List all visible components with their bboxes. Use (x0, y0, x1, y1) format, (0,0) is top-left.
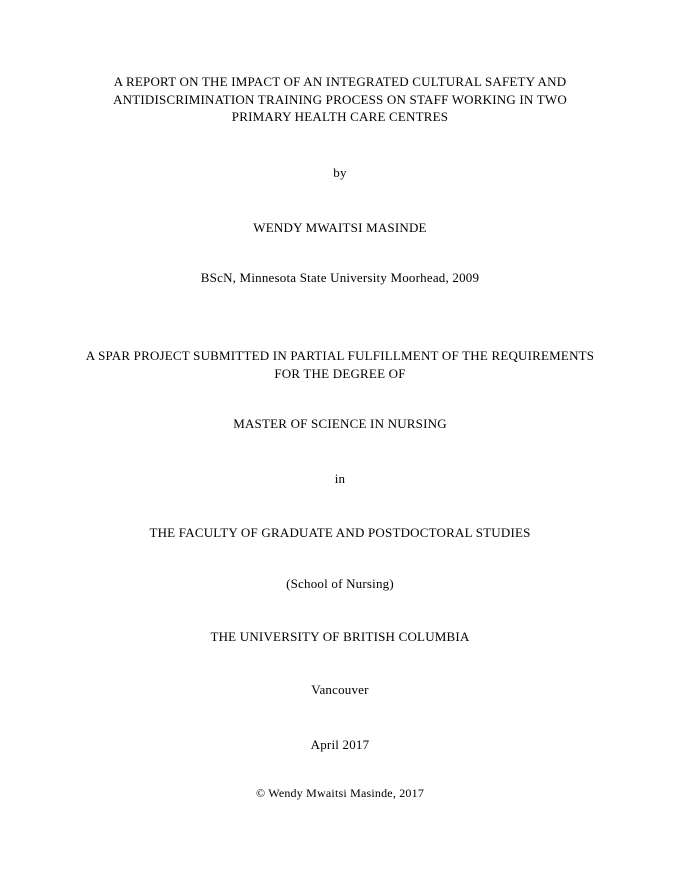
byline: by (333, 165, 347, 180)
author-credentials: BScN, Minnesota State University Moorhead, 2009 (200, 270, 480, 285)
submission-statement (40, 347, 640, 383)
copyright-notice: © Wendy Mwaitsi Masinde, 2017 (255, 786, 425, 800)
thesis-title-line-3: PRIMARY HEALTH CARE CENTRES (231, 109, 449, 124)
submission-statement-line-2: FOR THE DEGREE OF (274, 366, 406, 381)
university-name: THE UNIVERSITY OF BRITISH COLUMBIA (210, 629, 470, 644)
thesis-title-line-2: ANTIDISCRIMINATION TRAINING PROCESS ON STAFF WORKING IN TWO (113, 91, 567, 107)
school-name: (School of Nursing) (286, 576, 394, 591)
preposition-in: in (334, 471, 346, 486)
city-name: Vancouver (311, 682, 369, 697)
author-name: WENDY MWAITSI MASINDE (253, 220, 427, 235)
degree-name: MASTER OF SCIENCE IN NURSING (233, 416, 447, 431)
publication-date: April 2017 (310, 737, 370, 752)
thesis-title (40, 73, 640, 126)
submission-statement-line-1: A SPAR PROJECT SUBMITTED IN PARTIAL FULFILLMENT OF THE REQUIREMENTS (85, 348, 595, 363)
faculty-name: THE FACULTY OF GRADUATE AND POSTDOCTORAL STUDIES (149, 525, 531, 540)
thesis-title-line-1: A REPORT ON THE IMPACT OF AN INTEGRATED CULTURAL SAFETY AND (113, 74, 567, 89)
